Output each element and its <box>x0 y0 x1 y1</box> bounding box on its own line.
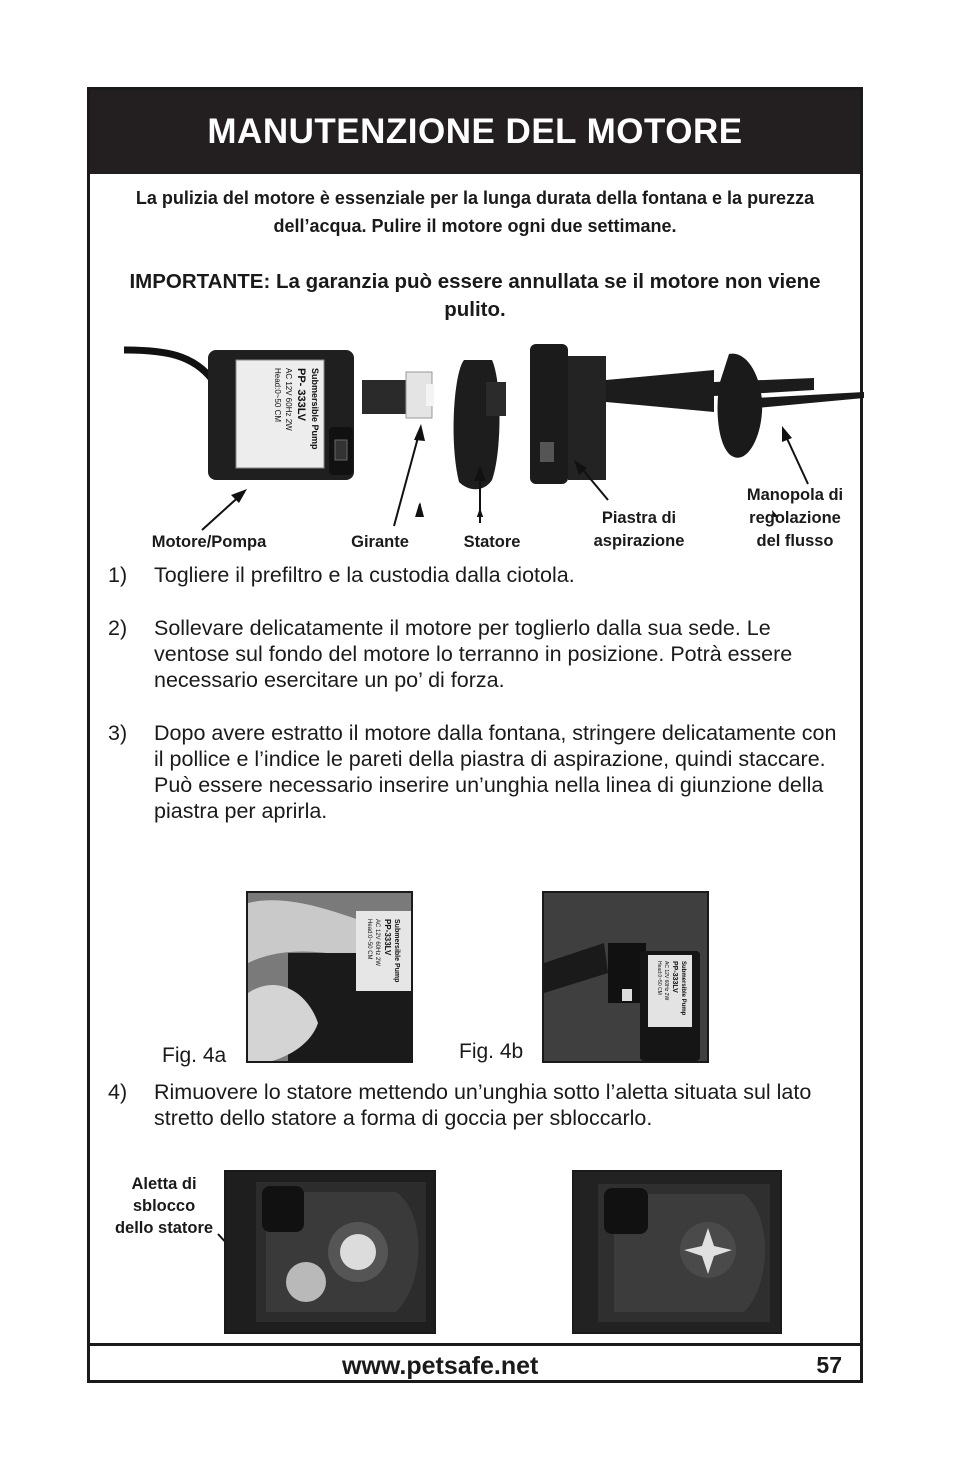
pump-sticker-line3: AC 12V 60Hz 2W <box>284 368 293 431</box>
pump-sticker-line4: Head:0~50 CM <box>273 368 282 423</box>
label-manopola-line3: del flusso <box>756 532 834 550</box>
arrow-girante <box>388 504 420 517</box>
pump-sticker-line2: PP- 333LV <box>295 368 307 421</box>
figure-4b-photo <box>542 891 709 1063</box>
fig4a-sticker-line3: AC 12V 60Hz 2W <box>374 919 380 967</box>
step-text: Dopo avere estratto il motore dalla fontana, stringere delicatamente con il pollice e l’indice le pareti della piastra di aspirazione, quindi staccare. Può essere necessario inserire un’unghia nella linea di giunzione della piastra per aprirla. <box>154 721 837 823</box>
fig4b-sticker-line3: AC 12V 60Hz 2W <box>663 961 669 1001</box>
label-manopola-line1: Manopola di <box>746 486 844 504</box>
fig4a-sticker-line4: Head:0~50 CM <box>366 919 372 960</box>
step-text: Togliere il prefiltro e la custodia dalla ciotola. <box>154 563 575 587</box>
label-piastra-line2: aspirazione <box>593 532 685 550</box>
fig4b-sticker-line2: PP-333LV <box>671 961 678 993</box>
label-aletta-line3: dello statore <box>114 1219 214 1237</box>
intake-plate <box>530 344 814 484</box>
warranty-warning: IMPORTANTE: La garanzia può essere annullata se il motore non viene pulito. <box>129 270 821 321</box>
page-footer <box>90 1346 860 1380</box>
label-motore-pompa: Motore/Pompa <box>151 533 267 551</box>
step-number: 1) <box>108 563 128 587</box>
intro-text: La pulizia del motore è essenziale per la lunga durata della fontana e la purezza dell’acqua. Pulire il motore ogni due settimane. <box>135 188 815 236</box>
step-1 <box>108 562 844 588</box>
page-number: 57 <box>816 1352 842 1378</box>
step-number: 3) <box>108 721 128 745</box>
title-bar <box>90 90 860 174</box>
label-manopola-line2: regolazione <box>749 509 841 527</box>
step-2 <box>108 615 844 693</box>
pump-sticker-line1: Submersible Pump <box>310 368 320 450</box>
step-4 <box>108 1079 844 1131</box>
figure-4a-photo <box>246 891 413 1063</box>
step-number: 2) <box>108 616 128 640</box>
page-frame <box>87 87 863 1383</box>
step-number: 4) <box>108 1080 128 1104</box>
stator <box>454 360 506 489</box>
label-girante: Girante <box>351 533 409 551</box>
stator-photo-impeller <box>572 1170 782 1334</box>
flow-knob <box>718 354 864 458</box>
fig4b-sticker-line1: Submersible Pump <box>680 961 686 1016</box>
page-title: MANUTENZIONE DEL MOTORE <box>207 112 743 151</box>
step-text: Sollevare delicatamente il motore per toglierlo dalla sua sede. Le ventose sul fondo del motore lo terranno in posizione. Potrà essere necessario esercitare un po’ di forza. <box>154 616 793 692</box>
label-manopola <box>730 484 860 553</box>
label-statore: Statore <box>463 533 521 551</box>
stator-photo-tab <box>224 1170 436 1334</box>
step-text: Rimuovere lo statore mettendo un’unghia sotto l’aletta situata sul lato stretto dello statore a forma di goccia per sbloccarlo. <box>154 1080 812 1130</box>
label-aletta-line2: sblocco <box>132 1197 196 1215</box>
fig4b-sticker-line4: Head:0~50 CM <box>656 961 662 995</box>
label-aletta-line1: Aletta di <box>131 1175 197 1193</box>
website-link[interactable]: www.petsafe.net <box>342 1352 539 1380</box>
label-piastra <box>576 507 702 553</box>
fig4a-sticker-line2: PP-333LV <box>383 919 392 956</box>
fig4a-sticker-line1: Submersible Pump <box>393 919 400 983</box>
step-3 <box>108 720 844 824</box>
power-cable <box>124 350 214 382</box>
figure-4b-label: Fig. 4b <box>459 1040 524 1063</box>
figure-4a-label: Fig. 4a <box>162 1044 227 1067</box>
impeller <box>362 372 434 418</box>
label-piastra-line1: Piastra di <box>601 509 677 527</box>
